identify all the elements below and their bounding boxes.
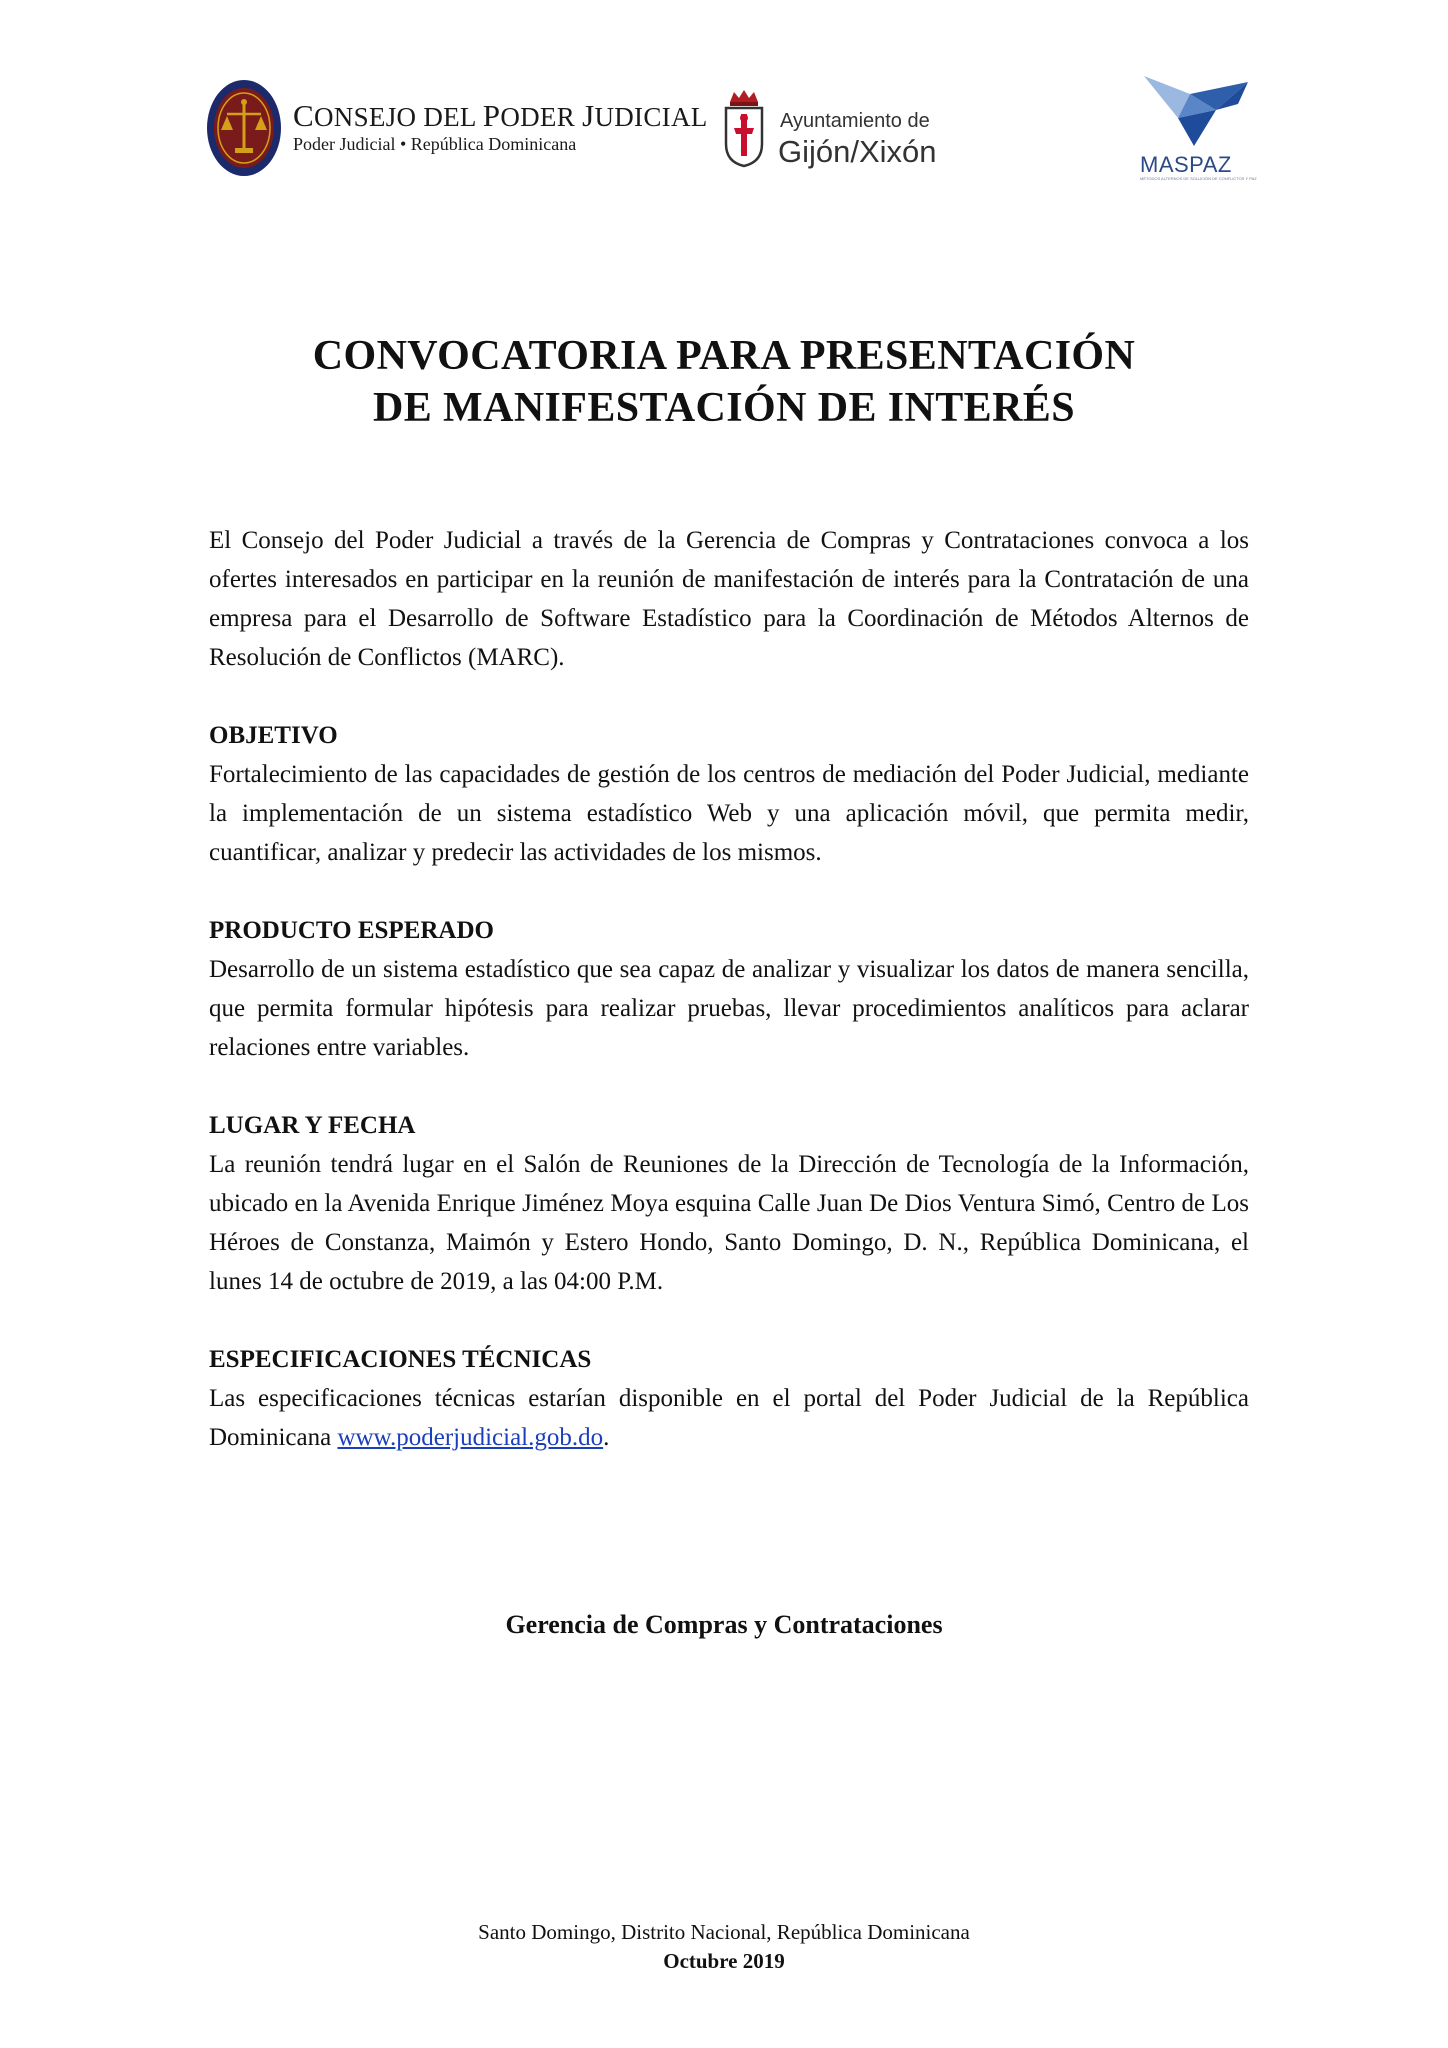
judicial-seal-icon (205, 78, 283, 178)
section-objetivo (209, 716, 1249, 872)
lugar-heading: LUGAR Y FECHA (209, 1112, 416, 1139)
document-body (209, 521, 1249, 1496)
title-line-2: DE MANIFESTACIÓN DE INTERÉS (373, 385, 1075, 431)
footer-date: Octubre 2019 (663, 1949, 785, 1973)
document-header (0, 0, 1448, 200)
especificaciones-heading: ESPECIFICACIONES TÉCNICAS (209, 1346, 592, 1373)
signature-block: Gerencia de Compras y Contrataciones (505, 1610, 943, 1639)
intro-paragraph: El Consejo del Poder Judicial a través de la Gerencia de Compras y Contrataciones convoca a los ofertes interesados en participar en la reunión de manifestación de interés para la Contratación de una empresa para el Desarrollo de Software Estadístico para la Coordinación de Métodos Alternos de Resolución de Conflictos (MARC). (209, 527, 1249, 671)
maspaz-bird-icon (1142, 74, 1248, 150)
especificaciones-text-end: . (603, 1424, 610, 1451)
cpj-logo-title: CONSEJO DEL PODER JUDICIAL (293, 98, 708, 133)
especificaciones-text-body: Las especificaciones técnicas estarían disponible en el portal del Poder Judicial de la República Dominicana (209, 1385, 1249, 1451)
maspaz-logo (1138, 74, 1258, 184)
gijon-shield-icon (722, 88, 766, 168)
footer-location: Santo Domingo, Distrito Nacional, República Dominicana (478, 1920, 970, 1944)
gijon-logo-line2: Gijón/Xixón (778, 134, 937, 169)
producto-heading: PRODUCTO ESPERADO (209, 917, 494, 944)
page-title (0, 330, 1448, 434)
section-especificaciones (209, 1340, 1249, 1457)
title-line-1: CONVOCATORIA PARA PRESENTACIÓN (312, 333, 1136, 379)
lugar-text: La reunión tendrá lugar en el Salón de Reuniones de la Dirección de Tecnología de la Información, ubicado en la Avenida Enrique Jiménez Moya esquina Calle Juan De Dios Ventura Simó, Centro de Los Héroes de Constanza, Maimón y Estero Hondo, Santo Domingo, D. N., República Dominicana, el lunes 14 de octubre de 2019, a las 04:00 P.M. (209, 1151, 1249, 1295)
section-lugar-fecha (209, 1106, 1249, 1301)
maspaz-logo-tagline: MÉTODOS ALTERNOS DE SOLUCIÓN DE CONFLICTOS Y PAZ (1140, 176, 1257, 181)
section-producto-esperado (209, 911, 1249, 1067)
consejo-poder-judicial-logo (205, 78, 708, 178)
objetivo-text: Fortalecimiento de las capacidades de gestión de los centros de mediación del Poder Judicial, mediante la implementación de un sistema estadístico Web y una aplicación móvil, que permita medir, cuantificar, analizar y predecir las actividades de los mismos. (209, 761, 1249, 866)
producto-text: Desarrollo de un sistema estadístico que sea capaz de analizar y visualizar los datos de manera sencilla, que permita formular hipótesis para realizar pruebas, llevar procedimientos analíticos para aclarar relaciones entre variables. (209, 956, 1249, 1061)
cpj-logo-subtitle: Poder Judicial • República Dominicana (293, 134, 577, 154)
objetivo-heading: OBJETIVO (209, 722, 338, 749)
especificaciones-text (209, 1379, 1249, 1457)
ayuntamiento-gijon-logo (722, 88, 972, 174)
document-footer (0, 1918, 1448, 1976)
gijon-logo-line1: Ayuntamiento de (780, 110, 930, 132)
poder-judicial-link[interactable]: www.poderjudicial.gob.do (337, 1424, 604, 1451)
maspaz-logo-name: MASPAZ (1140, 152, 1232, 177)
